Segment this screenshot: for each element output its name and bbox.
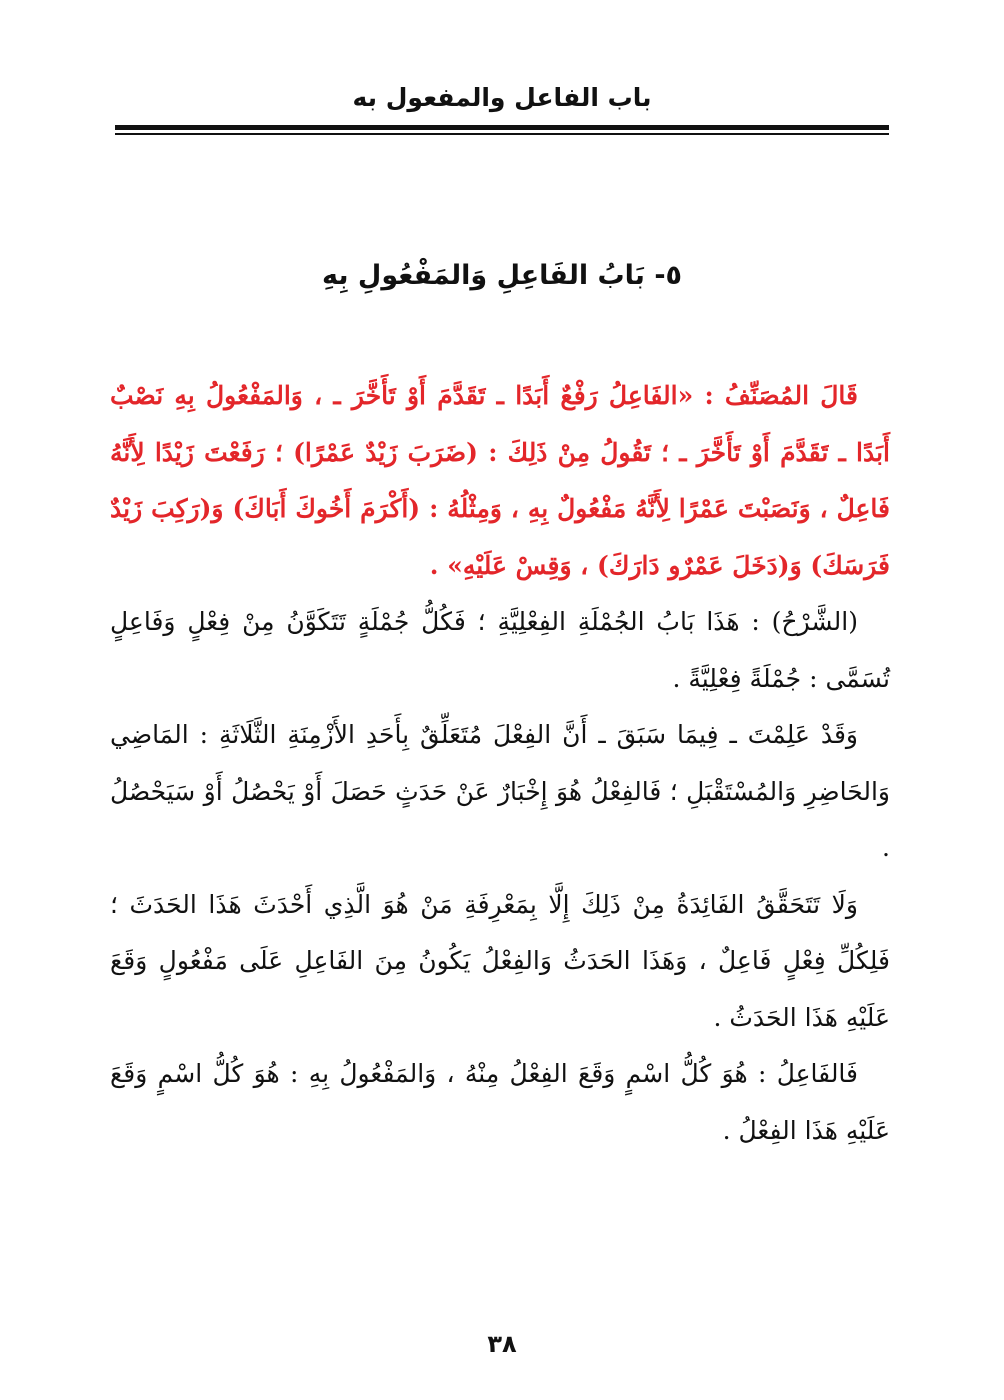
header-rule-thin [115,133,889,135]
running-header: باب الفاعل والمفعول به [352,83,652,112]
body-text [110,368,890,1159]
author-quote: قَالَ المُصَنِّفُ : «الفَاعِلُ رَفْعٌ أَبَدًا ـ تَقَدَّمَ أَوْ تَأَخَّرَ ـ ، وَالمَفْعُولُ بِهِ نَصْبٌ أَبَدًا ـ تَقَدَّمَ أَوْ تَأَخَّرَ ـ ؛ تَقُولُ مِنْ ذَلِكَ : (ضَرَبَ زَيْدٌ عَمْرًا) ؛ رَفَعْتَ زَيْدًا لِأَنَّهُ فَاعِلٌ ، وَنَصَبْتَ عَمْرًا لِأَنَّهُ مَفْعُولٌ بِهِ ، وَمِثْلُهُ : (أَكْرَمَ أَخُوكَ أَبَاكَ) وَ(رَكِبَ زَيْدٌ فَرَسَكَ) وَ(دَخَلَ عَمْرٌو دَارَكَ) ، وَقِسْ عَلَيْهِ» . [110,381,890,580]
header-rule-thick [115,125,889,130]
paragraph-tenses: وَقَدْ عَلِمْتَ ـ فِيمَا سَبَقَ ـ أَنَّ الفِعْلَ مُتَعَلِّقٌ بِأَحَدِ الأَزْمِنَةِ الثَّلَاثَةِ : المَاضِي وَالحَاضِرِ وَالمُسْتَقْبَلِ ؛ فَالفِعْلُ هُوَ إِخْبَارٌ عَنْ حَدَثٍ حَصَلَ أَوْ يَحْصُلُ أَوْ سَيَحْصُلُ . [110,720,890,862]
paragraph-explanation: (الشَّرْحُ) : هَذَا بَابُ الجُمْلَةِ الفِعْلِيَّةِ ؛ فَكُلُّ جُمْلَةٍ تَتَكَوَّنُ مِنْ فِعْلٍ وَفَاعِلٍ تُسَمَّى : جُمْلَةً فِعْلِيَّةً . [110,607,890,693]
page-number: ٣٨ [487,1330,517,1358]
paragraph-benefit: وَلَا تَتَحَقَّقُ الفَائِدَةُ مِنْ ذَلِكَ إِلَّا بِمَعْرِفَةِ مَنْ هُوَ الَّذِي أَحْدَثَ هَذَا الحَدَثَ ؛ فَلِكُلِّ فِعْلٍ فَاعِلٌ ، وَهَذَا الحَدَثُ وَالفِعْلُ يَكُونُ مِنَ الفَاعِلِ عَلَى مَفْعُولٍ وَقَعَ عَلَيْهِ هَذَا الحَدَثُ . [110,889,890,1032]
paragraph-definitions: فَالفَاعِلُ : هُوَ كُلُّ اسْمٍ وَقَعَ الفِعْلُ مِنْهُ ، وَالمَفْعُولُ بِهِ : هُوَ كُلُّ اسْمٍ وَقَعَ عَلَيْهِ هَذَا الفِعْلُ . [110,1059,890,1145]
chapter-title: ٥- بَابُ الفَاعِلِ وَالمَفْعُولِ بِهِ [321,260,683,291]
